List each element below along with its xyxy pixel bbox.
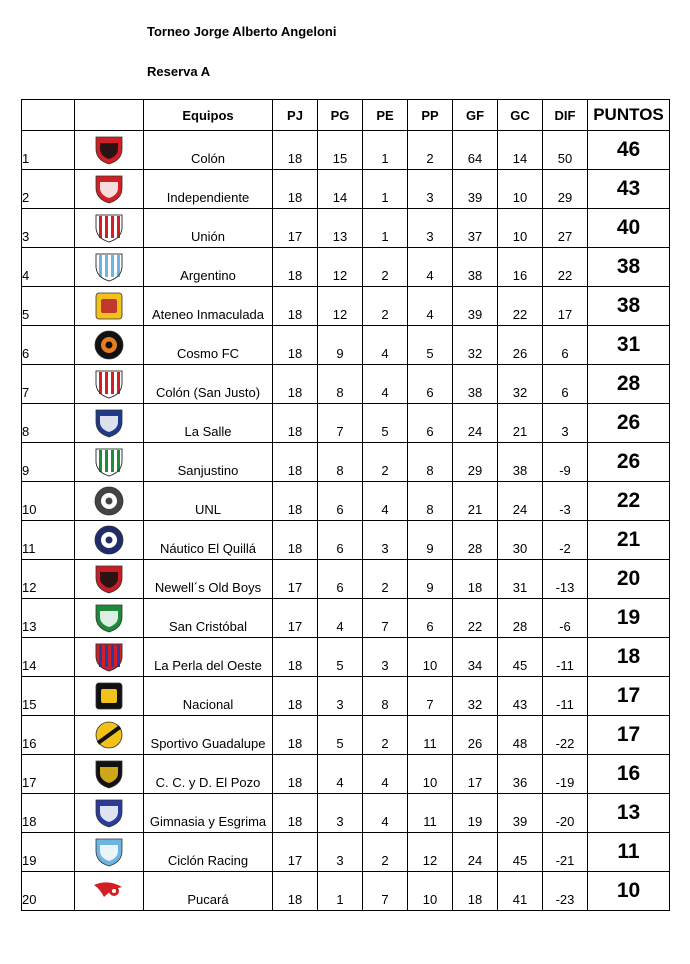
pe-cell: 4 xyxy=(363,365,408,404)
pp-cell: 10 xyxy=(408,755,453,794)
sash-icon xyxy=(90,719,128,751)
points-cell: 38 xyxy=(588,248,670,287)
crest-cell xyxy=(75,560,144,599)
pe-cell: 4 xyxy=(363,326,408,365)
table-row xyxy=(22,560,670,599)
striped-shield-icon xyxy=(90,212,128,244)
team-name: Náutico El Quillá xyxy=(144,521,273,560)
dif-cell: -6 xyxy=(543,599,588,638)
table-row xyxy=(22,755,670,794)
gc-cell: 41 xyxy=(498,872,543,911)
points-cell: 10 xyxy=(588,872,670,911)
dif-cell: 29 xyxy=(543,170,588,209)
gc-cell: 24 xyxy=(498,482,543,521)
position-cell: 12 xyxy=(22,560,75,599)
pe-cell: 2 xyxy=(363,248,408,287)
points-cell: 20 xyxy=(588,560,670,599)
crest-cell xyxy=(75,872,144,911)
striped-shield-icon xyxy=(90,446,128,478)
pe-cell: 8 xyxy=(363,677,408,716)
gc-cell: 26 xyxy=(498,326,543,365)
gf-cell: 18 xyxy=(453,560,498,599)
points-cell: 31 xyxy=(588,326,670,365)
gf-cell: 38 xyxy=(453,365,498,404)
header-row xyxy=(22,100,670,131)
crest-cell xyxy=(75,170,144,209)
crest-cell xyxy=(75,209,144,248)
position-cell: 6 xyxy=(22,326,75,365)
points-cell: 21 xyxy=(588,521,670,560)
team-name: Gimnasia y Esgrima xyxy=(144,794,273,833)
pe-cell: 1 xyxy=(363,209,408,248)
pg-cell: 9 xyxy=(318,326,363,365)
pe-cell: 2 xyxy=(363,443,408,482)
gc-cell: 45 xyxy=(498,638,543,677)
crest-cell xyxy=(75,833,144,872)
pg-cell: 5 xyxy=(318,716,363,755)
pp-cell: 2 xyxy=(408,131,453,170)
pg-cell: 3 xyxy=(318,677,363,716)
points-cell: 16 xyxy=(588,755,670,794)
gf-cell: 32 xyxy=(453,677,498,716)
position-cell: 15 xyxy=(22,677,75,716)
crest-cell xyxy=(75,755,144,794)
points-cell: 17 xyxy=(588,716,670,755)
shield-icon xyxy=(90,563,128,595)
col-gc-header: GC xyxy=(498,100,543,131)
circle-badge-icon xyxy=(90,329,128,361)
gf-cell: 37 xyxy=(453,209,498,248)
points-cell: 26 xyxy=(588,404,670,443)
table-row xyxy=(22,131,670,170)
position-cell: 19 xyxy=(22,833,75,872)
pe-cell: 2 xyxy=(363,716,408,755)
gf-cell: 38 xyxy=(453,248,498,287)
points-cell: 22 xyxy=(588,482,670,521)
pe-cell: 1 xyxy=(363,131,408,170)
gc-cell: 16 xyxy=(498,248,543,287)
dif-cell: 3 xyxy=(543,404,588,443)
team-name: Independiente xyxy=(144,170,273,209)
tournament-title: Torneo Jorge Alberto Angeloni xyxy=(147,24,337,39)
pe-cell: 4 xyxy=(363,482,408,521)
pj-cell: 18 xyxy=(273,404,318,443)
table-row xyxy=(22,326,670,365)
shield-icon xyxy=(90,407,128,439)
points-cell: 46 xyxy=(588,131,670,170)
dif-cell: 27 xyxy=(543,209,588,248)
pj-cell: 18 xyxy=(273,248,318,287)
pg-cell: 8 xyxy=(318,365,363,404)
table-row xyxy=(22,209,670,248)
table-row xyxy=(22,287,670,326)
pj-cell: 18 xyxy=(273,872,318,911)
crest-cell xyxy=(75,131,144,170)
col-pos-header xyxy=(22,100,75,131)
crest-cell xyxy=(75,326,144,365)
position-cell: 4 xyxy=(22,248,75,287)
gc-cell: 21 xyxy=(498,404,543,443)
pe-cell: 2 xyxy=(363,287,408,326)
crest-cell xyxy=(75,248,144,287)
table-row xyxy=(22,521,670,560)
table-row xyxy=(22,365,670,404)
pe-cell: 7 xyxy=(363,872,408,911)
position-cell: 1 xyxy=(22,131,75,170)
col-pg-header: PG xyxy=(318,100,363,131)
gf-cell: 39 xyxy=(453,287,498,326)
shield-icon xyxy=(90,134,128,166)
pj-cell: 18 xyxy=(273,131,318,170)
standings-body xyxy=(22,131,670,911)
striped-shield-icon xyxy=(90,641,128,673)
pe-cell: 3 xyxy=(363,638,408,677)
crest-cell xyxy=(75,677,144,716)
team-name: Ateneo Inmaculada xyxy=(144,287,273,326)
col-pp-header: PP xyxy=(408,100,453,131)
pj-cell: 18 xyxy=(273,365,318,404)
pg-cell: 12 xyxy=(318,248,363,287)
dif-cell: -23 xyxy=(543,872,588,911)
gc-cell: 39 xyxy=(498,794,543,833)
pj-cell: 17 xyxy=(273,833,318,872)
gc-cell: 10 xyxy=(498,170,543,209)
col-dif-header: DIF xyxy=(543,100,588,131)
gf-cell: 24 xyxy=(453,833,498,872)
dif-cell: -11 xyxy=(543,638,588,677)
pp-cell: 8 xyxy=(408,443,453,482)
col-pj-header: PJ xyxy=(273,100,318,131)
position-cell: 13 xyxy=(22,599,75,638)
pg-cell: 6 xyxy=(318,521,363,560)
gc-cell: 28 xyxy=(498,599,543,638)
position-cell: 2 xyxy=(22,170,75,209)
position-cell: 14 xyxy=(22,638,75,677)
pj-cell: 18 xyxy=(273,443,318,482)
team-name: Pucará xyxy=(144,872,273,911)
team-name: San Cristóbal xyxy=(144,599,273,638)
col-crest-header xyxy=(75,100,144,131)
pj-cell: 17 xyxy=(273,599,318,638)
pg-cell: 6 xyxy=(318,560,363,599)
standings-table xyxy=(21,99,670,911)
pj-cell: 18 xyxy=(273,755,318,794)
gc-cell: 38 xyxy=(498,443,543,482)
crest-cell xyxy=(75,599,144,638)
team-name: Unión xyxy=(144,209,273,248)
crest-cell xyxy=(75,716,144,755)
position-cell: 11 xyxy=(22,521,75,560)
gc-cell: 48 xyxy=(498,716,543,755)
gf-cell: 39 xyxy=(453,170,498,209)
position-cell: 5 xyxy=(22,287,75,326)
position-cell: 7 xyxy=(22,365,75,404)
table-row xyxy=(22,794,670,833)
position-cell: 10 xyxy=(22,482,75,521)
team-name: Argentino xyxy=(144,248,273,287)
gf-cell: 64 xyxy=(453,131,498,170)
points-cell: 19 xyxy=(588,599,670,638)
gf-cell: 29 xyxy=(453,443,498,482)
pe-cell: 5 xyxy=(363,404,408,443)
dif-cell: -19 xyxy=(543,755,588,794)
badge-icon xyxy=(90,290,128,322)
pp-cell: 7 xyxy=(408,677,453,716)
circle-badge-icon xyxy=(90,524,128,556)
position-cell: 8 xyxy=(22,404,75,443)
gf-cell: 21 xyxy=(453,482,498,521)
pj-cell: 18 xyxy=(273,287,318,326)
crest-cell xyxy=(75,521,144,560)
col-team-header: Equipos xyxy=(144,100,273,131)
dif-cell: -3 xyxy=(543,482,588,521)
dif-cell: -22 xyxy=(543,716,588,755)
points-cell: 18 xyxy=(588,638,670,677)
position-cell: 16 xyxy=(22,716,75,755)
table-row xyxy=(22,638,670,677)
gf-cell: 28 xyxy=(453,521,498,560)
crest-cell xyxy=(75,794,144,833)
dif-cell: 6 xyxy=(543,365,588,404)
gc-cell: 31 xyxy=(498,560,543,599)
points-cell: 26 xyxy=(588,443,670,482)
gf-cell: 32 xyxy=(453,326,498,365)
dif-cell: -9 xyxy=(543,443,588,482)
points-cell: 43 xyxy=(588,170,670,209)
dif-cell: 22 xyxy=(543,248,588,287)
table-row xyxy=(22,248,670,287)
crest-cell xyxy=(75,443,144,482)
pg-cell: 15 xyxy=(318,131,363,170)
position-cell: 17 xyxy=(22,755,75,794)
shield-icon xyxy=(90,602,128,634)
team-name: Sportivo Guadalupe xyxy=(144,716,273,755)
pj-cell: 17 xyxy=(273,560,318,599)
gc-cell: 14 xyxy=(498,131,543,170)
pg-cell: 1 xyxy=(318,872,363,911)
pj-cell: 18 xyxy=(273,794,318,833)
pp-cell: 6 xyxy=(408,365,453,404)
table-row xyxy=(22,872,670,911)
striped-shield-icon xyxy=(90,368,128,400)
crest-cell xyxy=(75,638,144,677)
pg-cell: 6 xyxy=(318,482,363,521)
gc-cell: 36 xyxy=(498,755,543,794)
position-cell: 18 xyxy=(22,794,75,833)
pg-cell: 7 xyxy=(318,404,363,443)
pg-cell: 12 xyxy=(318,287,363,326)
team-name: Ciclón Racing xyxy=(144,833,273,872)
pp-cell: 4 xyxy=(408,287,453,326)
pp-cell: 6 xyxy=(408,599,453,638)
table-row xyxy=(22,677,670,716)
pp-cell: 5 xyxy=(408,326,453,365)
dif-cell: -2 xyxy=(543,521,588,560)
team-name: Cosmo FC xyxy=(144,326,273,365)
swoosh-icon xyxy=(90,875,128,907)
col-pe-header: PE xyxy=(363,100,408,131)
table-row xyxy=(22,170,670,209)
position-cell: 3 xyxy=(22,209,75,248)
pe-cell: 7 xyxy=(363,599,408,638)
pg-cell: 4 xyxy=(318,755,363,794)
dif-cell: -21 xyxy=(543,833,588,872)
points-cell: 28 xyxy=(588,365,670,404)
gf-cell: 22 xyxy=(453,599,498,638)
crest-cell xyxy=(75,404,144,443)
pe-cell: 4 xyxy=(363,755,408,794)
crest-cell xyxy=(75,365,144,404)
pg-cell: 5 xyxy=(318,638,363,677)
gc-cell: 30 xyxy=(498,521,543,560)
gc-cell: 32 xyxy=(498,365,543,404)
team-name: Colón (San Justo) xyxy=(144,365,273,404)
pp-cell: 10 xyxy=(408,872,453,911)
pj-cell: 18 xyxy=(273,482,318,521)
gf-cell: 19 xyxy=(453,794,498,833)
table-row xyxy=(22,716,670,755)
pj-cell: 18 xyxy=(273,170,318,209)
dif-cell: 17 xyxy=(543,287,588,326)
striped-shield-icon xyxy=(90,251,128,283)
pe-cell: 2 xyxy=(363,833,408,872)
gf-cell: 24 xyxy=(453,404,498,443)
gc-cell: 43 xyxy=(498,677,543,716)
dif-cell: -13 xyxy=(543,560,588,599)
gf-cell: 26 xyxy=(453,716,498,755)
pg-cell: 14 xyxy=(318,170,363,209)
team-name: La Perla del Oeste xyxy=(144,638,273,677)
seal-icon xyxy=(90,485,128,517)
pp-cell: 3 xyxy=(408,170,453,209)
points-cell: 17 xyxy=(588,677,670,716)
team-name: C. C. y D. El Pozo xyxy=(144,755,273,794)
gf-cell: 17 xyxy=(453,755,498,794)
pg-cell: 3 xyxy=(318,794,363,833)
points-cell: 13 xyxy=(588,794,670,833)
pg-cell: 4 xyxy=(318,599,363,638)
dif-cell: 6 xyxy=(543,326,588,365)
pj-cell: 17 xyxy=(273,209,318,248)
team-name: La Salle xyxy=(144,404,273,443)
shield-icon xyxy=(90,836,128,868)
pg-cell: 13 xyxy=(318,209,363,248)
pp-cell: 11 xyxy=(408,716,453,755)
team-name: Sanjustino xyxy=(144,443,273,482)
dif-cell: -20 xyxy=(543,794,588,833)
points-cell: 38 xyxy=(588,287,670,326)
pg-cell: 3 xyxy=(318,833,363,872)
shield-icon xyxy=(90,797,128,829)
table-row xyxy=(22,833,670,872)
badge-icon xyxy=(90,680,128,712)
gf-cell: 18 xyxy=(453,872,498,911)
shield-icon xyxy=(90,173,128,205)
pp-cell: 10 xyxy=(408,638,453,677)
pe-cell: 4 xyxy=(363,794,408,833)
position-cell: 20 xyxy=(22,872,75,911)
pp-cell: 11 xyxy=(408,794,453,833)
table-row xyxy=(22,404,670,443)
gc-cell: 45 xyxy=(498,833,543,872)
pp-cell: 9 xyxy=(408,521,453,560)
pj-cell: 18 xyxy=(273,677,318,716)
team-name: Nacional xyxy=(144,677,273,716)
pe-cell: 1 xyxy=(363,170,408,209)
col-gf-header: GF xyxy=(453,100,498,131)
pp-cell: 4 xyxy=(408,248,453,287)
col-pts-header: PUNTOS xyxy=(588,100,670,131)
crest-cell xyxy=(75,482,144,521)
pj-cell: 18 xyxy=(273,716,318,755)
pj-cell: 18 xyxy=(273,638,318,677)
dif-cell: 50 xyxy=(543,131,588,170)
pp-cell: 12 xyxy=(408,833,453,872)
pj-cell: 18 xyxy=(273,326,318,365)
dif-cell: -11 xyxy=(543,677,588,716)
points-cell: 40 xyxy=(588,209,670,248)
pe-cell: 2 xyxy=(363,560,408,599)
table-row xyxy=(22,482,670,521)
position-cell: 9 xyxy=(22,443,75,482)
pp-cell: 8 xyxy=(408,482,453,521)
crest-cell xyxy=(75,287,144,326)
gf-cell: 34 xyxy=(453,638,498,677)
team-name: Colón xyxy=(144,131,273,170)
team-name: Newell´s Old Boys xyxy=(144,560,273,599)
division-subtitle: Reserva A xyxy=(147,64,211,79)
pp-cell: 3 xyxy=(408,209,453,248)
table-row xyxy=(22,599,670,638)
pe-cell: 3 xyxy=(363,521,408,560)
points-cell: 11 xyxy=(588,833,670,872)
pp-cell: 9 xyxy=(408,560,453,599)
team-name: UNL xyxy=(144,482,273,521)
gc-cell: 10 xyxy=(498,209,543,248)
gc-cell: 22 xyxy=(498,287,543,326)
table-row xyxy=(22,443,670,482)
pj-cell: 18 xyxy=(273,521,318,560)
pp-cell: 6 xyxy=(408,404,453,443)
pg-cell: 8 xyxy=(318,443,363,482)
shield-icon xyxy=(90,758,128,790)
